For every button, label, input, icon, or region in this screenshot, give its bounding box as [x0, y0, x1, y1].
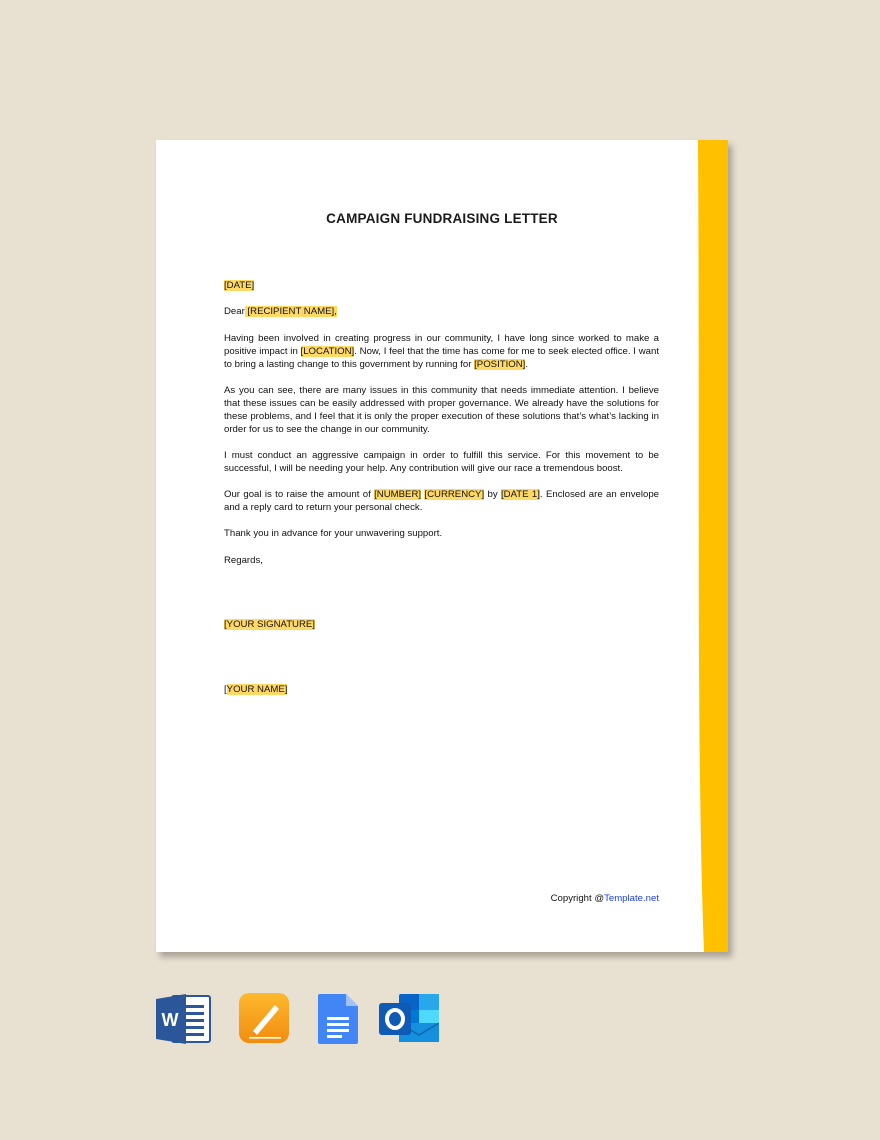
salutation-line [224, 305, 659, 318]
google-docs-icon[interactable] [318, 993, 358, 1045]
name-line: [YOUR NAME] [224, 684, 288, 695]
outlook-icon[interactable] [379, 993, 439, 1045]
paragraph-4: Our goal is to raise the amount of [NUMBER] [CURRENCY] by [DATE 1]. Enclosed are an envelope and a reply card to return your personal check. [224, 489, 659, 513]
yellow-side-stripe [694, 140, 728, 952]
paragraph-3: I must conduct an aggressive campaign in order to fulfill this service. For this movement to be successful, I will be needing your help. Any contribution will give our race a tremendous boost. [224, 450, 659, 474]
name-placeholder: YOUR NAME] [226, 684, 288, 695]
paragraph-1: Having been involved in creating progress in our community, I have long since worked to make a positive impact in [LOCATION]. Now, I feel that the time has come for me to seek elected office. I want to bring a lasting change to this government by running for [POSITION]. [224, 333, 659, 370]
copyright-notice: Copyright @Template.net [550, 893, 659, 904]
signature-placeholder: [YOUR SIGNATURE] [224, 619, 315, 630]
svg-text:W: W [161, 1010, 179, 1030]
date1-placeholder: [DATE 1] [501, 489, 540, 500]
date-placeholder: [DATE] [224, 280, 255, 291]
recipient-placeholder: [RECIPIENT NAME], [245, 306, 337, 317]
position-placeholder: [POSITION] [474, 359, 526, 370]
pages-icon[interactable] [239, 993, 291, 1045]
number-placeholder: [NUMBER] [374, 489, 422, 500]
salutation: Dear [224, 306, 245, 317]
letter-page [156, 140, 728, 952]
word-icon[interactable] [156, 993, 212, 1045]
letter-title: CAMPAIGN FUNDRAISING LETTER [326, 211, 558, 226]
signature-line [224, 618, 659, 631]
closing: Regards, [224, 555, 263, 566]
currency-placeholder: [CURRENCY] [424, 489, 485, 500]
paragraph-2: As you can see, there are many issues in this community that needs immediate attention. I believe that these issues can be easily addressed with proper governance. We already have the solutions for these problems, and I feel that it is only the proper execution of these solutions that’s what’s lacking in order for us to see the change in our community. [224, 385, 659, 435]
template-link[interactable]: Template.net [604, 893, 659, 904]
date-line [224, 279, 659, 292]
location-placeholder: [LOCATION] [300, 346, 355, 357]
paragraph-5: Thank you in advance for your unwavering support. [224, 528, 443, 539]
